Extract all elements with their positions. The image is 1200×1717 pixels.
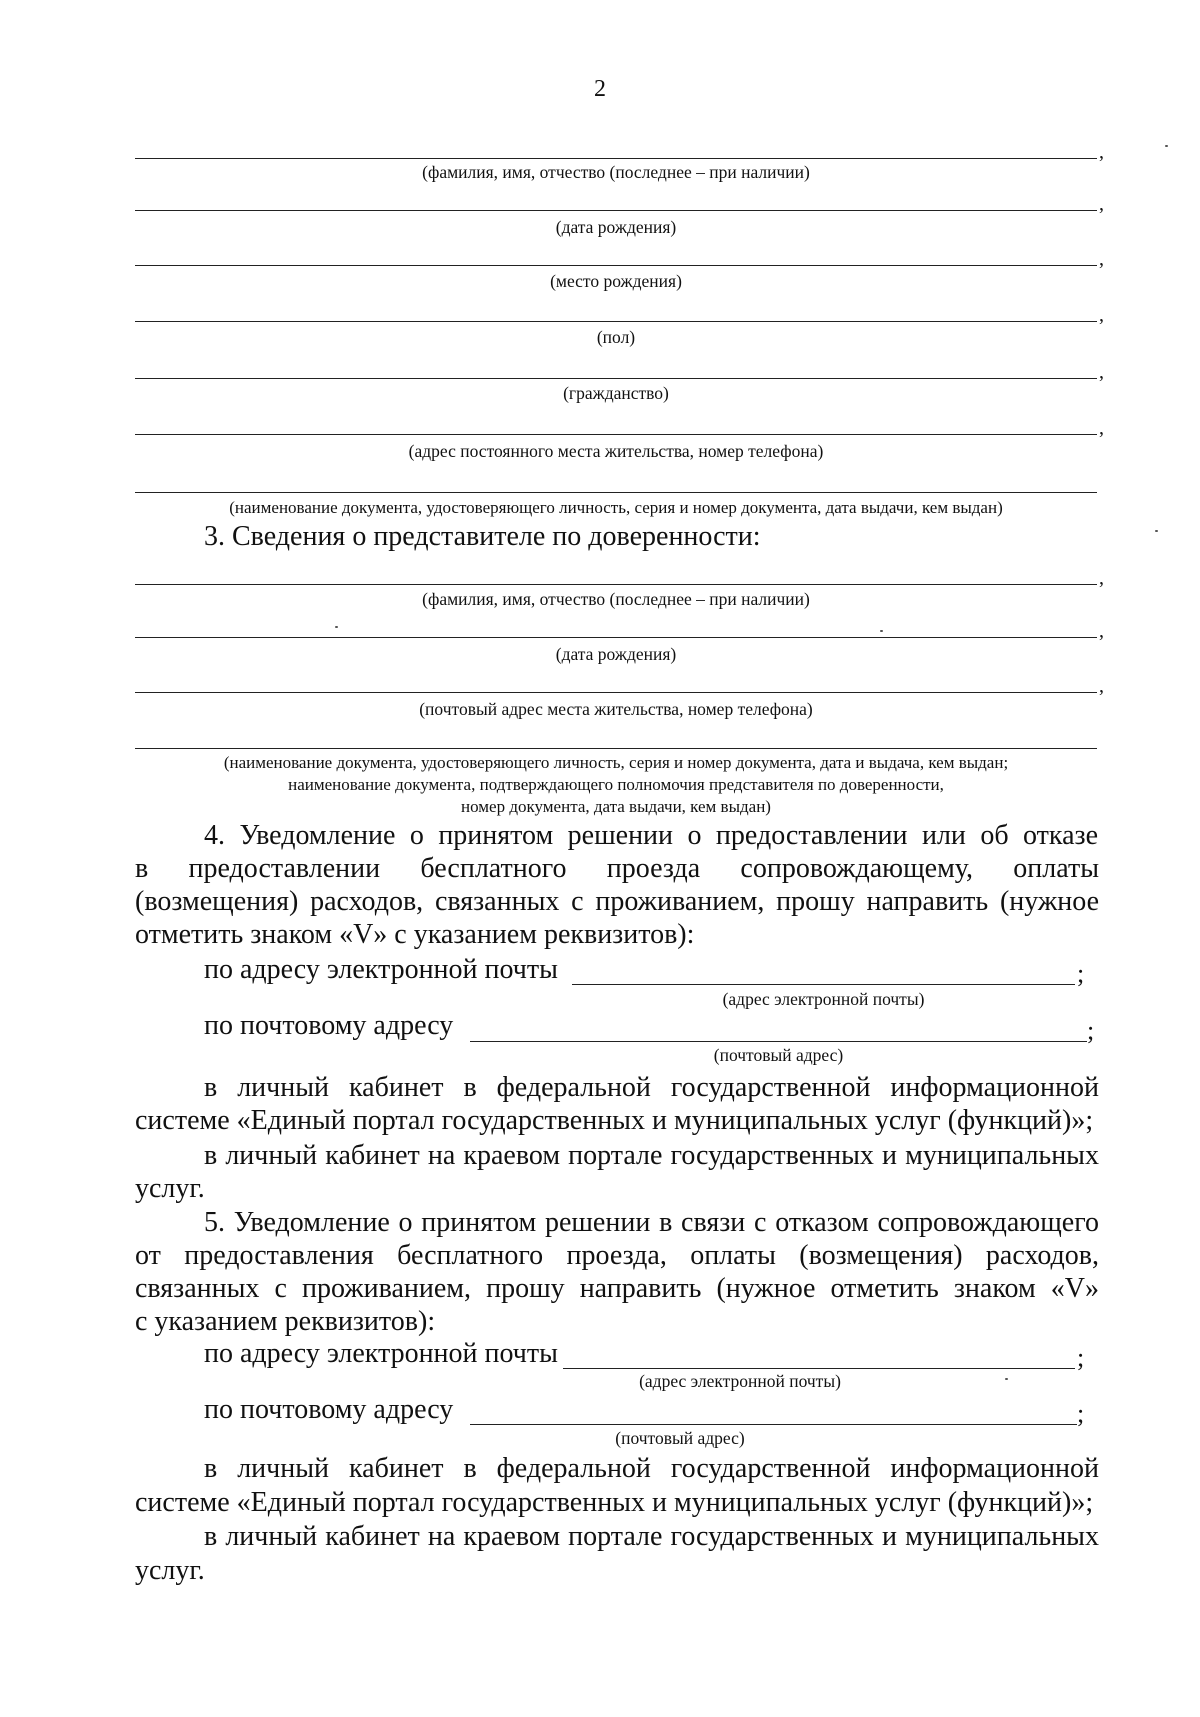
section4-federal-line-1: [204, 1072, 1099, 1104]
semicolon: ;: [1077, 959, 1085, 988]
representative-name-caption: (фамилия, имя, отчество (последнее – при наличии): [422, 589, 810, 609]
applicant-sex-caption: (пол): [596, 327, 636, 347]
section5-regional-line-1-text: в личный кабинет на краевом портале государственных и муниципальных: [204, 1521, 1099, 1552]
scan-speck: [1005, 1378, 1008, 1380]
representative-name-line: [135, 584, 1097, 585]
scan-speck: [880, 630, 883, 632]
applicant-birthplace-line: [135, 265, 1097, 266]
section4-federal-line-1-text: в личный кабинет в федеральной государственной информационной: [204, 1072, 1099, 1103]
applicant-name-line: [135, 158, 1097, 159]
comma: ,: [1099, 141, 1104, 163]
section5-line-1: [204, 1207, 1099, 1239]
comma: ,: [1099, 248, 1104, 270]
section4-postal-line: [470, 1041, 1087, 1042]
section4-line-1-text: 4. Уведомление о принятом решении о предоставлении или об отказе: [204, 820, 1098, 851]
scan-speck: [335, 626, 338, 628]
section4-email-line: [572, 984, 1075, 985]
representative-documents-line: [135, 748, 1097, 749]
section5-email-label: по адресу электронной почты: [204, 1338, 558, 1369]
applicant-sex-line: [135, 321, 1097, 322]
section5-line-3: связанных с проживанием, прошу направить (нужное отметить знаком «V»: [135, 1273, 1099, 1304]
representative-birthdate-caption: (дата рождения): [555, 644, 677, 664]
representative-documents-caption-2: наименование документа, подтверждающего полномочия представителя по доверенности,: [288, 775, 944, 794]
scan-speck: [1165, 145, 1168, 147]
representative-documents-caption-1: (наименование документа, удостоверяющего личность, серия и номер документа, дата и выдача, кем выдан;: [223, 753, 1009, 772]
representative-birthdate-line: [135, 637, 1097, 638]
section4-regional-line-1-text: в личный кабинет на краевом портале государственных и муниципальных: [204, 1140, 1099, 1171]
representative-address-caption: (почтовый адрес места жительства, номер телефона): [419, 699, 813, 719]
section5-postal-line: [470, 1424, 1077, 1425]
section4-line-1: [204, 820, 1098, 852]
section3-heading: 3. Сведения о представителе по доверенности:: [204, 521, 761, 552]
section5-line-1-text: 5. Уведомление о принятом решении в связи с отказом сопровождающего: [204, 1207, 1099, 1238]
semicolon: ;: [1077, 1399, 1085, 1428]
section4-postal-caption: (почтовый адрес): [713, 1045, 844, 1065]
applicant-birthdate-line: [135, 210, 1097, 211]
comma: ,: [1099, 620, 1104, 642]
section4-regional-line-1: [204, 1140, 1099, 1172]
section5-email-line: [563, 1368, 1075, 1369]
page-number: 2: [594, 76, 606, 102]
section4-line-3: (возмещения) расходов, связанных с проживанием, прошу направить (нужное: [135, 886, 1099, 917]
section4-line-2: в предоставлении бесплатного проезда сопровождающему, оплаты: [135, 853, 1099, 884]
section4-email-label: по адресу электронной почты: [204, 954, 558, 985]
section4-email-caption: (адрес электронной почты): [722, 989, 925, 1009]
comma: ,: [1099, 567, 1104, 589]
scan-speck: [1155, 530, 1158, 532]
section5-federal-line-1-text: в личный кабинет в федеральной государственной информационной: [204, 1453, 1099, 1484]
applicant-id-document-line: [135, 492, 1097, 493]
section5-federal-line-1: [204, 1453, 1099, 1485]
semicolon: ;: [1087, 1016, 1095, 1045]
applicant-address-caption: (адрес постоянного места жительства, номер телефона): [408, 441, 824, 461]
applicant-address-line: [135, 434, 1097, 435]
applicant-birthplace-caption: (место рождения): [550, 271, 682, 291]
section5-email-caption: (адрес электронной почты): [639, 1371, 841, 1391]
section5-regional-line-1: [204, 1521, 1099, 1553]
representative-documents-caption-3: номер документа, дата выдачи, кем выдан): [461, 797, 771, 816]
section4-postal-label: по почтовому адресу: [204, 1010, 454, 1041]
applicant-citizenship-line: [135, 378, 1097, 379]
section5-federal-line-2: системе «Единый портал государственных и муниципальных услуг (функций)»;: [135, 1487, 1094, 1518]
section5-line-2: от предоставления бесплатного проезда, оплаты (возмещения) расходов,: [135, 1240, 1099, 1271]
comma: ,: [1099, 193, 1104, 215]
applicant-name-caption: (фамилия, имя, отчество (последнее – при наличии): [422, 162, 810, 182]
applicant-birthdate-caption: (дата рождения): [555, 217, 677, 237]
representative-address-line: [135, 692, 1097, 693]
section5-postal-label: по почтовому адресу: [204, 1394, 454, 1425]
section4-federal-line-2: системе «Единый портал государственных и муниципальных услуг (функций)»;: [135, 1105, 1094, 1136]
section4-regional-line-2: услуг.: [135, 1173, 205, 1204]
comma: ,: [1099, 417, 1104, 439]
comma: ,: [1099, 675, 1104, 697]
section5-postal-caption: (почтовый адрес): [615, 1428, 745, 1448]
section4-line-4: отметить знаком «V» с указанием реквизитов):: [135, 919, 695, 950]
comma: ,: [1099, 304, 1104, 326]
comma: ,: [1099, 361, 1104, 383]
semicolon: ;: [1077, 1343, 1085, 1372]
section5-line-4: с указанием реквизитов):: [135, 1306, 436, 1337]
section5-regional-line-2: услуг.: [135, 1555, 205, 1586]
applicant-id-document-caption: (наименование документа, удостоверяющего личность, серия и номер документа, дата выдачи, кем выдан): [229, 498, 1003, 517]
applicant-citizenship-caption: (гражданство): [563, 383, 669, 403]
